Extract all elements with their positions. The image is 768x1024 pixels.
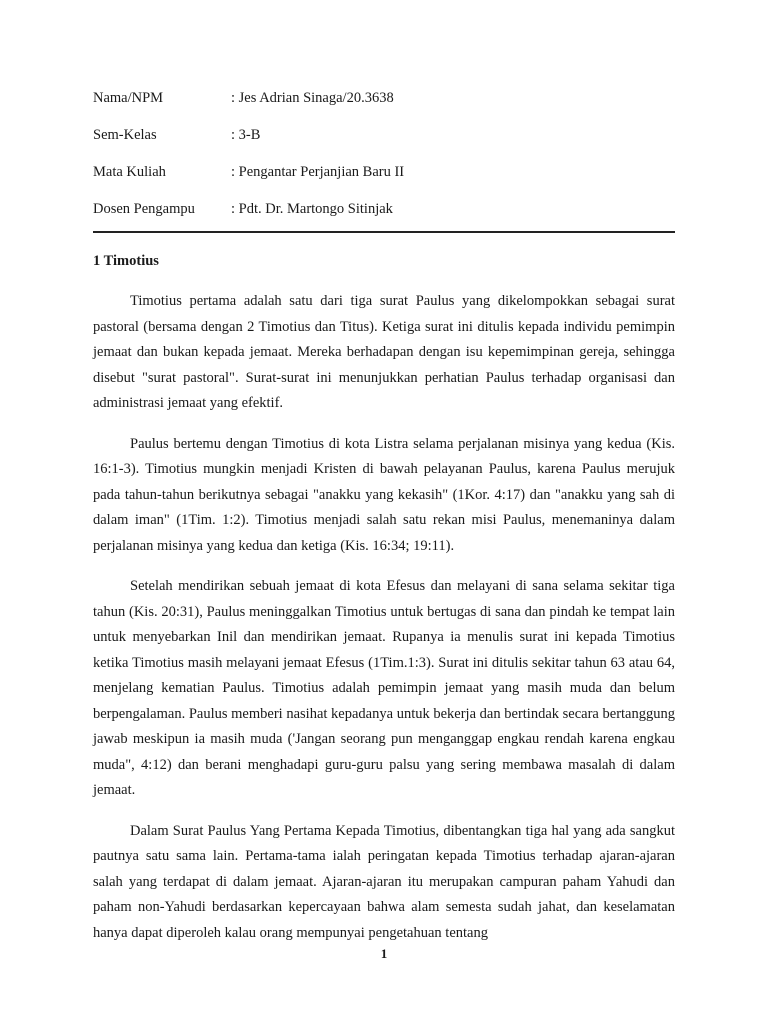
header-row-course bbox=[93, 154, 675, 191]
header-value: : 3-B bbox=[231, 127, 261, 143]
paragraph: Setelah mendirikan sebuah jemaat di kota Efesus dan melayani di sana selama sekitar tiga tahun (Kis. 20:31), Paulus meninggalkan Timotius untuk bertugas di sana dan pindah ke tempat lain untuk menyebarkan Inil dan mendirikan jemaat. Rupanya ia menulis surat ini kepada Timotius ketika Timotius masih melayani jemaat Efesus (1Tim.1:3). Surat ini ditulis sekitar tahun 63 atau 64, menjelang kematian Paulus. Timotius adalah pemimpin jemaat yang masih muda dan belum berpengalaman. Paulus memberi nasihat kepadanya untuk bekerja dan bertindak secara bertanggung jawab meskipun ia masih muda ('Jangan seorang pun menganggap engkau rendah karena engkau muda", 4:12) dan berani menghadapi guru-guru palsu yang sering membawa masalah di dalam jemaat. bbox=[93, 578, 675, 798]
header-label: Mata Kuliah bbox=[93, 164, 166, 180]
header-row-name bbox=[93, 80, 675, 117]
header-label: Sem-Kelas bbox=[93, 127, 157, 143]
header-divider bbox=[93, 231, 675, 233]
header-value: : Pengantar Perjanjian Baru II bbox=[231, 164, 405, 180]
paragraph: Timotius pertama adalah satu dari tiga surat Paulus yang dikelompokkan sebagai surat pastoral (bersama dengan 2 Timotius dan Titus). Ketiga surat ini ditulis kepada individu pemimpin jemaat dan bukan kepada jemaat. Mereka berhadapan dengan isu kepemimpinan gereja, sehingga disebut "surat pastoral". Surat-surat ini menunjukkan perhatian Paulus terhadap organisasi dan administrasi jemaat yang efektif. bbox=[93, 293, 675, 411]
header-row-lecturer bbox=[93, 191, 675, 228]
section-title: 1 Timotius bbox=[93, 253, 159, 269]
student-info-header bbox=[93, 80, 675, 228]
header-value: : Pdt. Dr. Martongo Sitinjak bbox=[231, 201, 393, 217]
header-value: : Jes Adrian Sinaga/20.3638 bbox=[231, 90, 394, 106]
paragraph: Paulus bertemu dengan Timotius di kota Listra selama perjalanan misinya yang kedua (Kis. 16:1-3). Timotius mungkin menjadi Kristen di bawah pelayanan Paulus, karena Paulus merujuk pada tahun-tahun berikutnya sebagai "anakku yang kekasih" (1Kor. 4:17) dan "anakku yang sah di dalam iman" (1Tim. 1:2). Timotius menjadi salah satu rekan misi Paulus, menemaninya dalam perjalanan misinya yang kedua dan ketiga (Kis. 16:34; 19:11). bbox=[93, 435, 675, 554]
header-label: Dosen Pengampu bbox=[93, 201, 195, 217]
page-number: 1 bbox=[380, 946, 388, 961]
paragraph: Dalam Surat Paulus Yang Pertama Kepada Timotius, dibentangkan tiga hal yang ada sangkut pautnya satu sama lain. Pertama-tama ialah peringatan kepada Timotius terhadap ajaran-ajaran salah yang terdapat di dalam jemaat. Ajaran-ajaran itu merupakan campuran paham Yahudi dan paham non-Yahudi berdasarkan kepercayaan bahwa alam semesta sudah jahat, dan keselamatan hanya dapat diperoleh kalau orang mempunyai pengetahuan tentang bbox=[93, 822, 675, 941]
header-label: Nama/NPM bbox=[93, 90, 164, 106]
header-row-class bbox=[93, 117, 675, 154]
document-page bbox=[93, 80, 675, 946]
